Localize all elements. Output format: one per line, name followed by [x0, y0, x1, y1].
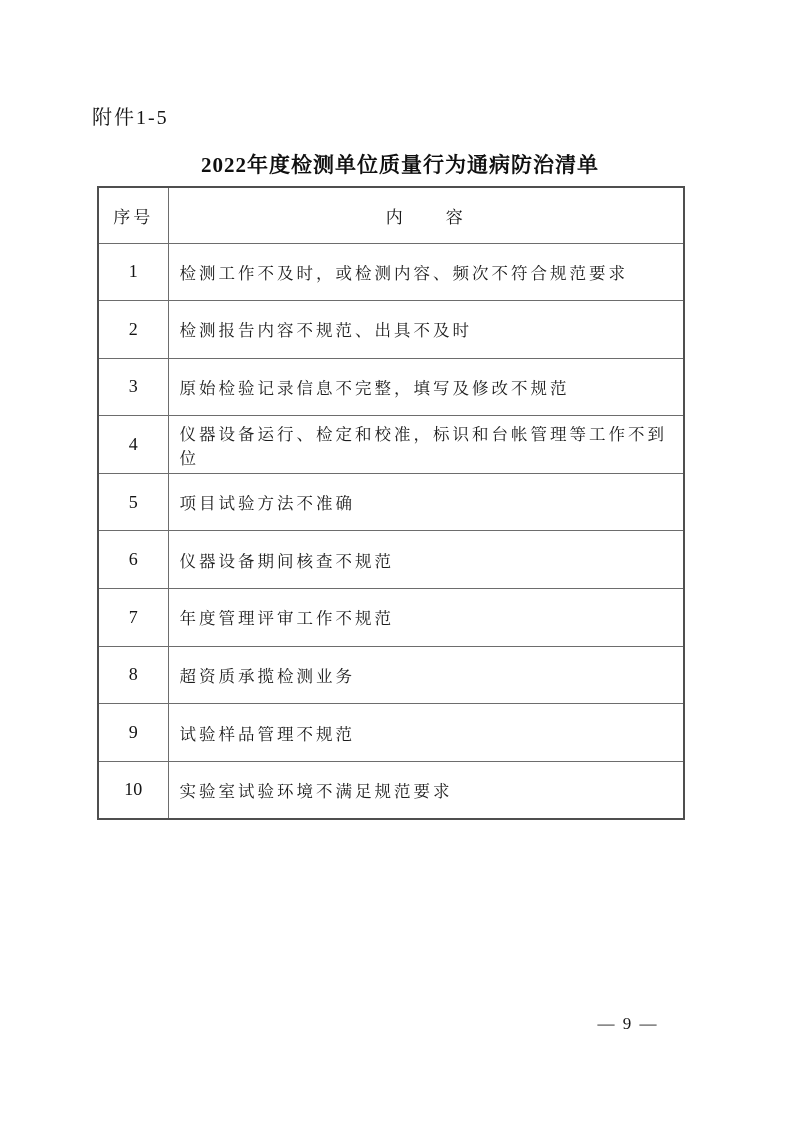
row-content: 试验样品管理不规范 [168, 704, 684, 762]
row-index: 1 [98, 243, 168, 301]
table-row [98, 761, 684, 819]
row-index: 7 [98, 589, 168, 647]
row-index: 2 [98, 301, 168, 359]
header-index: 序号 [98, 187, 168, 243]
table-row [98, 589, 684, 647]
page-title: 2022年度检测单位质量行为通病防治清单 [201, 153, 599, 177]
table-row [98, 301, 684, 359]
row-content: 仪器设备运行、检定和校准，标识和台帐管理等工作不到位 [168, 416, 684, 474]
row-index: 8 [98, 646, 168, 704]
row-content: 实验室试验环境不满足规范要求 [168, 761, 684, 819]
row-index: 10 [98, 761, 168, 819]
table-row [98, 704, 684, 762]
row-index: 3 [98, 358, 168, 416]
row-index: 4 [98, 416, 168, 474]
row-index: 5 [98, 473, 168, 531]
row-index: 9 [98, 704, 168, 762]
row-content: 原始检验记录信息不完整，填写及修改不规范 [168, 358, 684, 416]
table-row [98, 646, 684, 704]
defect-list-table [97, 186, 685, 820]
attachment-label: 附件1-5 [92, 107, 169, 129]
table-header-row [98, 187, 684, 243]
row-index: 6 [98, 531, 168, 589]
table-row [98, 416, 684, 474]
table-row [98, 531, 684, 589]
table-row [98, 473, 684, 531]
row-content: 项目试验方法不准确 [168, 473, 684, 531]
row-content: 检测工作不及时，或检测内容、频次不符合规范要求 [168, 243, 684, 301]
table-row [98, 358, 684, 416]
header-content: 内 容 [168, 187, 684, 243]
table-row [98, 243, 684, 301]
row-content: 年度管理评审工作不规范 [168, 589, 684, 647]
row-content: 检测报告内容不规范、出具不及时 [168, 301, 684, 359]
row-content: 仪器设备期间核查不规范 [168, 531, 684, 589]
page-number: — 9 — [597, 1014, 659, 1033]
row-content: 超资质承揽检测业务 [168, 646, 684, 704]
